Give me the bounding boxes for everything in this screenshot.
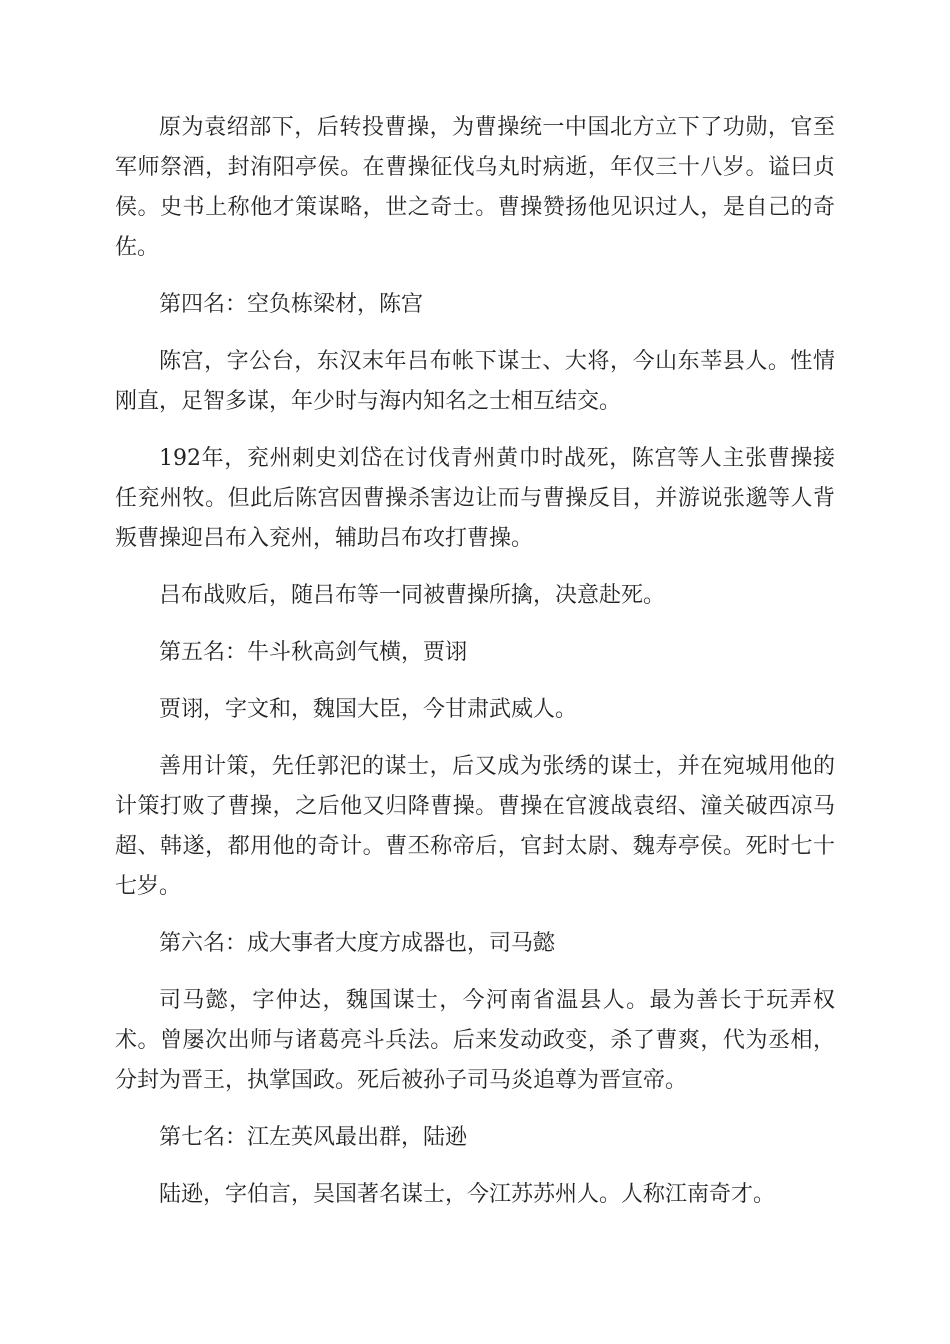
heading-rank-7-lu-xun: 第七名：江左英风最出群，陆逊 <box>159 1125 468 1150</box>
paragraph-chen-gong-intro: 陈宫，字公台，东汉末年吕布帐下谋士、大将，今山东莘县人。性情刚直，足智多谋，年少时与海内知名之士相互结交。 <box>115 349 835 414</box>
paragraph-sima-yi-bio: 司马懿，字仲达，魏国谋士，今河南省温县人。最为善长于玩弄权术。曾屡次出师与诸葛亮斗兵法。后来发动政变，杀了曹爽，代为丞相，分封为晋王，执掌国政。死后被孙子司马炎追尊为晋宣帝。 <box>115 988 835 1093</box>
heading-rank-5-jia-xu: 第五名：牛斗秋高剑气横，贾诩 <box>159 640 468 665</box>
paragraph-guo-jia-bio: 原为袁绍部下，后转投曹操，为曹操统一中国北方立下了功勋，官至军师祭酒，封洧阳亭侯。在曹操征伐乌丸时病逝，年仅三十八岁。谥曰贞侯。史书上称他才策谋略，世之奇士。曹操赞扬他见识过人，是自己的奇佐。 <box>115 115 835 260</box>
document-body <box>115 108 835 1232</box>
heading-rank-6-sima-yi: 第六名：成大事者大度方成器也，司马懿 <box>159 931 556 956</box>
paragraph-chen-gong-death: 吕布战败后，随吕布等一同被曹操所擒，决意赴死。 <box>159 583 666 608</box>
paragraph-chen-gong-192: 192年，兖州刺史刘岱在讨伐青州黄巾时战死，陈宫等人主张曹操接任兖州牧。但此后陈宫因曹操杀害边让而与曹操反目，并游说张邈等人背叛曹操迎吕布入兖州，辅助吕布攻打曹操。 <box>115 446 835 551</box>
paragraph-jia-xu-strategy: 善用计策，先任郭汜的谋士，后又成为张绣的谋士，并在宛城用他的计策打败了曹操，之后他又归降曹操。曹操在官渡战袁绍、潼关破西凉马超、韩遂，都用他的奇计。曹丕称帝后，官封太尉、魏寿亭侯。死时七十七岁。 <box>115 754 835 899</box>
paragraph-jia-xu-intro: 贾诩，字文和，魏国大臣，今甘肃武威人。 <box>159 697 578 722</box>
paragraph-lu-xun-intro: 陆逊，字伯言，吴国著名谋士，今江苏苏州人。人称江南奇才。 <box>159 1182 776 1207</box>
heading-rank-4-chen-gong: 第四名：空负栋梁材，陈宫 <box>159 292 424 317</box>
